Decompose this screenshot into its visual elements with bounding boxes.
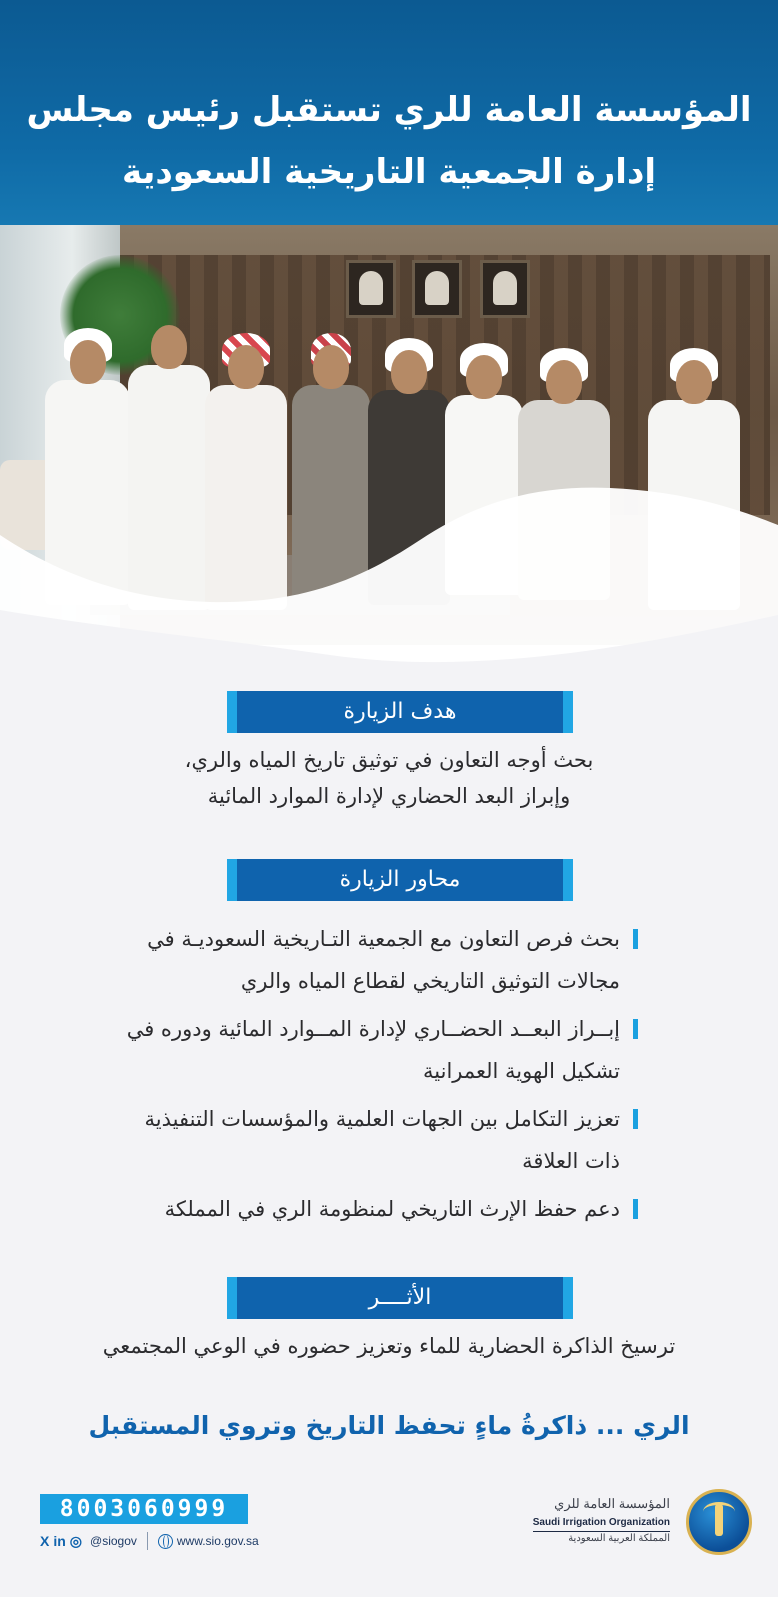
axes-heading: محاور الزيارة (227, 859, 573, 901)
linkedin-icon[interactable]: in (53, 1533, 66, 1549)
bullet-marker (633, 929, 638, 949)
bullet-marker (633, 1109, 638, 1129)
org-name-english: Saudi Irrigation Organization (533, 1516, 670, 1532)
impact-text: ترسيخ الذاكرة الحضارية للماء وتعزيز حضوره في الوعي المجتمعي (102, 1334, 676, 1358)
phone-number[interactable]: 8003060999 (40, 1494, 248, 1524)
bullet-marker (633, 1199, 638, 1219)
globe-icon (158, 1534, 173, 1549)
impact-heading: الأثــــر (227, 1277, 573, 1319)
sio-logo (686, 1489, 752, 1555)
purpose-line-2: وإبراز البعد الحضاري لإدارة الموارد المائية (207, 784, 571, 808)
org-name-arabic: المؤسسة العامة للري (554, 1496, 670, 1511)
purpose-text (0, 742, 778, 814)
list-item: إبــراز البعــد الحضــاري لإدارة المــوارد المائية ودوره في تشكيل الهوية العمرانية (110, 1008, 638, 1092)
list-item: دعم حفظ الإرث التاريخي لمنظومة الري في المملكة (110, 1188, 638, 1230)
purpose-line-1: بحث أوجه التعاون في توثيق تاريخ المياه والري، (184, 748, 594, 772)
list-item: بحث فرص التعاون مع الجمعية التـاريخية السعوديـة في مجالات التوثيق التاريخي لقطاع المياه والري (110, 918, 638, 1002)
portrait-frame-left (346, 260, 396, 318)
footer-divider (147, 1532, 148, 1550)
social-links (40, 1530, 259, 1552)
wave-divider (0, 480, 778, 700)
portrait-frame-right (480, 260, 530, 318)
org-name-block (470, 1496, 670, 1546)
list-item: تعزيز التكامل بين الجهات العلمية والمؤسسات التنفيذية ذات العلاقة (110, 1098, 638, 1182)
slogan: الري ... ذاكرةُ ماءٍ تحفظ التاريخ وتروي المستقبل (88, 1411, 690, 1440)
social-handle[interactable]: @siogov (90, 1534, 137, 1548)
website-link[interactable]: www.sio.gov.sa (176, 1534, 259, 1548)
headline-line-1: المؤسسة العامة للري تستقبل رئيس مجلس (26, 90, 752, 130)
portrait-frame-center (412, 260, 462, 318)
axes-list (110, 918, 638, 1236)
purpose-heading: هدف الزيارة (227, 691, 573, 733)
instagram-icon[interactable]: ◎ (69, 1532, 83, 1549)
bullet-marker (633, 1019, 638, 1039)
org-country: المملكة العربية السعودية (568, 1533, 670, 1544)
headline-line-2: إدارة الجمعية التاريخية السعودية (121, 152, 657, 192)
x-icon[interactable]: X (40, 1533, 50, 1549)
